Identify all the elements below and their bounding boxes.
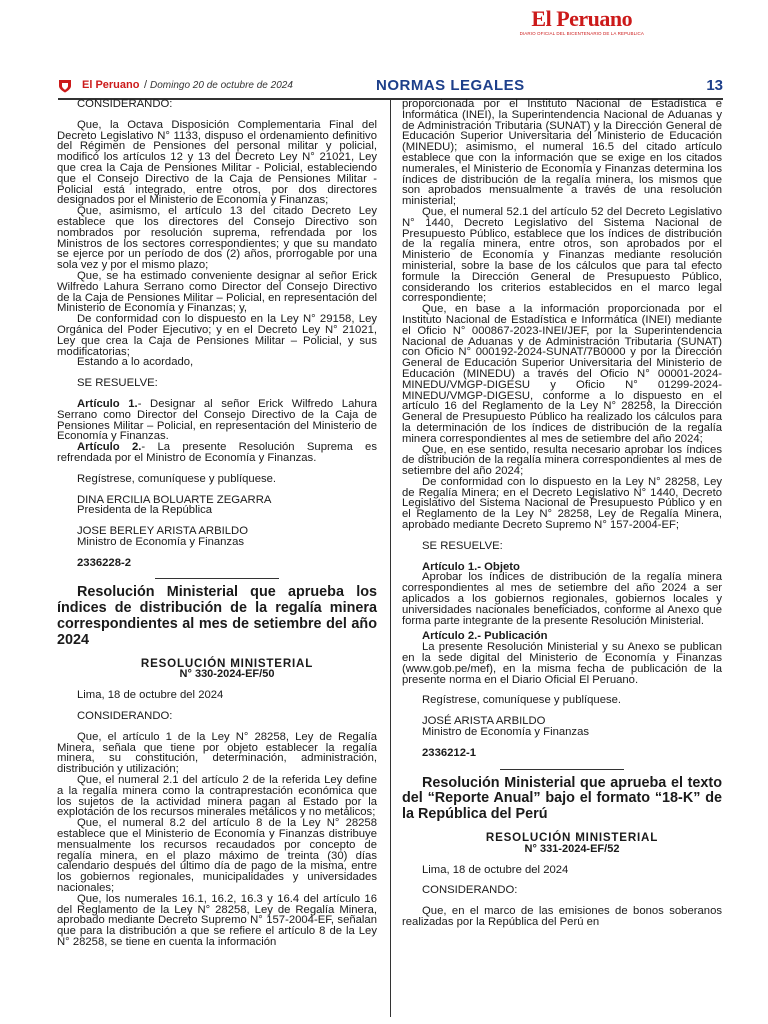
paragraph: Que, en ese sentido, resulta necesario aprobar los índices de distribución de la regalía minera correspondientes al mes de setiembre del año 2024; [402,443,722,478]
article-text: - Designar al señor Erick Wilfredo Lahura Serrano como Director del Consejo Directivo de la Caja de Pensiones Militar – Policial, en representación del Ministerio de Economía y Finanzas. [57,397,377,443]
resolution-title: RESOLUCIÓN MINISTERIAL [140,656,314,670]
closing-formula: Regístrese, comuníquese y publíquese. [77,472,277,485]
paragraph: Que, en base a la información proporcionada por el Instituto Nacional de Estadística e Informática (INEI) mediante el Oficio N° 000867-2023-INEI/JEF, por la Superintendencia Nacional de Aduanas y de Administración Tributaria (SUNAT) con Oficio N° 000192-2024-SUNAT/7B0000 y por la Dirección General de Educación Superior Universitaria del Ministerio de Educación (MINEDU) a través del Oficio N° 00001-2024-MINEDU/VMGP-DIGESU y Oficio N° 01299-2024-MINEDU/VMGP-DIGESU, conforme a lo dispuesto en el artículo 16 del Reglamento de la Ley N° 28258, la Dirección General de Presupuesto Público ha realizado los cálculos para la determinación de los índices de distribución de la regalía minera correspondientes al mes de setiembre del año 2024; [402,303,722,445]
column-divider [390,99,391,1017]
se-resuelve-heading: SE RESUELVE: [77,377,158,390]
paragraph: De conformidad con lo dispuesto en la Ley N° 28258, Ley de Regalía Minera; en el Decreto Legislativo N° 1440, Decreto Legislativo del Sistema Nacional de Presupuesto Público y en el Reglamento de la Ley N° 28258, Ley de Regalía Minera, aprobado mediante Decreto Supremo N° 157-2004-EF; [402,475,722,532]
masthead [520,8,644,36]
considerando-heading: CONSIDERANDO: [422,884,518,897]
article-1 [57,399,377,442]
paragraph: Que, en el marco de las emisiones de bonos soberanos realizadas por la República del Perú en [402,905,722,928]
resolution-title: RESOLUCIÓN MINISTERIAL [485,831,659,845]
signer-name: JOSE BERLEY ARISTA ARBILDO [77,525,248,538]
place-date: Lima, 18 de octubre del 2024 [77,689,224,702]
norm-headline: Resolución Ministerial que aprueba el texto del “Reporte Anual” bajo el formato “18-K” de la República del Perú [402,774,722,823]
signer-title: Presidenta de la República [77,504,213,517]
norm-code: 2336228-2 [77,556,132,569]
paragraph: Que, los numerales 16.1, 16.2, 16.3 y 16.4 del artículo 16 del Reglamento de la Ley N° 28258, Ley de Regalía Minera, aprobado mediante Decreto Supremo N° 157-2004-EF, señalan que para la distribución a que se refiere el artículo 8 de la Ley N° 28258, se tiene en cuenta la información [57,892,377,948]
article-text: - La presente Resolución Suprema es refrendada por el Ministro de Economía y Finanzas. [57,441,377,464]
signer-name: JOSÉ ARISTA ARBILDO [422,715,546,728]
resolution-number: N° 330-2024-EF/50 [179,668,275,681]
header-date: Domingo 20 de octubre de 2024 [150,80,293,91]
article-text: La presente Resolución Ministerial y su Anexo se publican en la sede digital del Ministerio de Economía y Finanzas (www.gob.pe/mef), en la misma fecha de publicación de la presente norma en el Diario Oficial El Peruano. [402,641,722,686]
signer-title: Ministro de Economía y Finanzas [422,726,590,739]
paragraph: Estando a lo acordado, [77,356,194,369]
masthead-tagline: DIARIO OFICIAL DEL BICENTENARIO DE LA REPUBLICA [519,31,644,36]
article-text: Aprobar los índices de distribución de la regalía minera correspondientes al mes de setiembre del año 2024 a ser aplicados a los gobiernos regionales, gobiernos locales y universidades nacionales beneficiados, conforme al Anexo que forma parte integrante de la presente Resolución Ministerial. [402,571,722,627]
paragraph: Que, el artículo 1 de la Ley N° 28258, Ley de Regalía Minera, señala que tiene por objeto establecer la regalía minera, su constitución, determinación, administración, distribución y utilización; [57,730,377,776]
resolution-number: N° 331-2024-EF/52 [524,842,620,855]
norm-code: 2336212-1 [422,746,477,759]
considerando-heading: CONSIDERANDO: [77,98,173,110]
article-heading: Artículo 2.- Publicación [422,630,548,643]
paragraph: Que, se ha estimado conveniente designar al señor Erick Wilfredo Lahura Serrano como Director del Consejo Directivo de la Caja de Pensiones Militar – Policial, en representación del Ministerio de Economía y Finanzas; y, [57,269,377,315]
signer-name: DINA ERCILIA BOLUARTE ZEGARRA [77,493,272,506]
page-number: 13 [706,77,723,94]
section-separator [500,769,624,770]
considerando-heading: CONSIDERANDO: [77,710,173,723]
paragraph: proporcionada por el Instituto Nacional de Estadística e Informática (INEI), la Superintendencia Nacional de Aduanas y de Administración Tributaria (SUNAT) y la Dirección General de Educación Superior Universitaria del Ministerio de Educación (MINEDU); asimismo, el numeral 16.5 del citado artículo establece que con la información que se exige en los citados numerales, el Ministerio de Economía y Finanzas determina los índices de distribución de la regalía minera, los mismos que son aprobados mensualmente a través de una resolución ministerial; [402,98,722,208]
place-date: Lima, 18 de octubre del 2024 [422,863,569,876]
header-section: NORMAS LEGALES [376,77,525,94]
article-label: Artículo 2. [77,441,142,454]
article-label: Artículo 1. [77,397,138,410]
closing-formula: Regístrese, comuníquese y publíquese. [422,694,622,707]
header-separator: / [144,79,148,91]
signer-title: Ministro de Economía y Finanzas [77,535,245,548]
paragraph: Que, asimismo, el artículo 13 del citado Decreto Ley establece que los directores del Consejo Directivo son nombrados por resolución suprema, refrendada por los Ministros de los sectores correspondientes; y que su mandato se ejerce por un período de dos (2) años, prorrogable por una sola vez y por el mismo plazo; [57,205,377,272]
header-brand: El Peruano [82,79,140,91]
article-heading: Artículo 1.- Objeto [422,560,520,573]
section-separator [155,578,279,579]
se-resuelve-heading: SE RESUELVE: [422,539,503,552]
paragraph: De conformidad con lo dispuesto en la Ley N° 29158, Ley Orgánica del Poder Ejecutivo; y en el Decreto Ley N° 21021, Ley que crea la Caja de Pensiones Militar – Policial, y sus modificatorias; [57,313,377,358]
running-header [58,76,723,98]
paragraph: Que, el numeral 2.1 del artículo 2 de la referida Ley define a la regalía minera como la contraprestación económica que los sujetos de la actividad minera pagan al Estado por la explotación de los recursos minerales metálicos y no metálicos; [57,774,377,819]
norm-headline: Resolución Ministerial que aprueba los índices de distribución de la regalía minera correspondientes al mes de setiembre del año 2024 [57,584,377,648]
paragraph: Que, el numeral 8.2 del artículo 8 de la Ley N° 28258 establece que el Ministerio de Economía y Finanzas distribuye mensualmente los recursos recaudados por concepto de regalía minera, en el plazo máximo de treinta (30) días calendario después del último día de pago de la misma, entre los gobiernos regionales, municipalidades y universidades nacionales; [57,817,377,895]
right-column [402,99,722,928]
paragraph: Que, la Octava Disposición Complementaria Final del Decreto Legislativo N° 1133, dispuso el ordenamiento definitivo del Régimen de Pensiones del personal militar y policial, modificó los artículos 12 y 13 del Decreto Ley N° 21021, Ley que crea la Caja de Pensiones Militar - Policial, estableciendo que el Consejo Directivo de la Caja de Pensiones Militar - Policial está integrado, entre otros, por dos directores designados por el Ministerio de Economía y Finanzas; [57,118,377,207]
shield-icon [58,79,72,93]
paragraph: Que, el numeral 52.1 del artículo 52 del Decreto Legislativo N° 1440, Decreto Legislativo del Sistema Nacional de Presupuesto Público, establece que los índices de distribución de la regalía minera, entre otros, son aprobados por el Ministerio de Economía y Finanzas mediante resolución ministerial, sobre la base de los cálculos que para tal efecto formule la Dirección General de Presupuesto Público, considerando los criterios establecidos en el marco legal correspondiente; [402,205,722,305]
left-column [57,99,377,948]
article-2 [57,442,377,464]
masthead-logo: El Peruano [531,6,633,31]
